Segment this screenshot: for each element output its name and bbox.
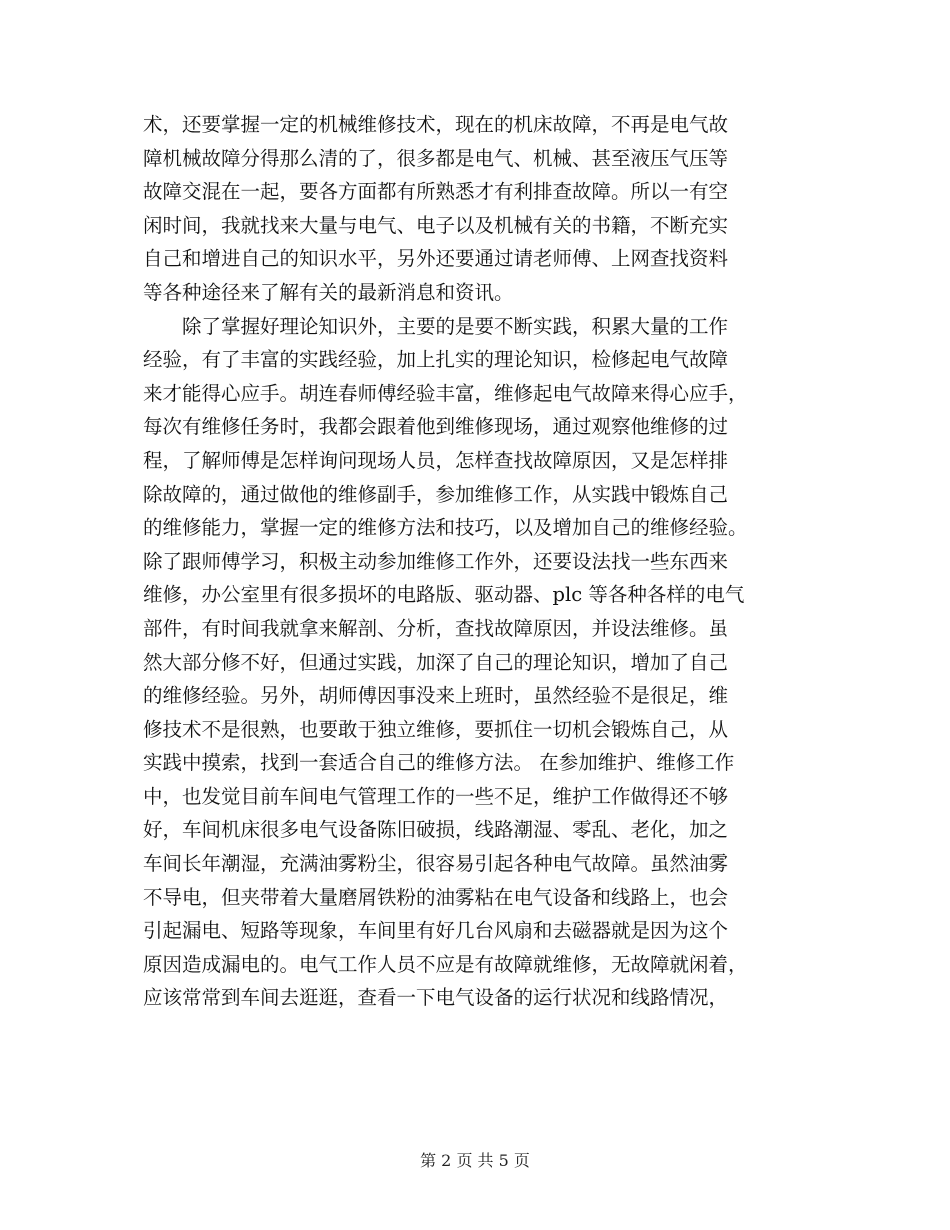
text-line: 中，也发觉目前车间电气管理工作的一些不足，维护工作做得还不够 (143, 784, 729, 808)
text-line: 实践中摸索，找到一套适合自己的维修方法。 在参加维护、维修工作 (143, 751, 735, 775)
text-line: 好，车间机床很多电气设备陈旧破损，线路潮湿、零乱、老化，加之 (143, 818, 729, 842)
text-line: 部件，有时间我就拿来解剖、分析，查找故障原因，并设法维修。虽 (143, 616, 729, 640)
text-line: 除了跟师傅学习，积极主动参加维修工作外，还要设法找一些东西来 (143, 549, 729, 573)
text-line: 的维修经验。另外，胡师傅因事没来上班时，虽然经验不是很足，维 (143, 684, 729, 708)
text-line: 来才能得心应手。胡连春师傅经验丰富，维修起电气故障来得心应手， (143, 381, 748, 405)
text-line: 的维修能力，掌握一定的维修方法和技巧，以及增加自己的维修经验。 (143, 516, 748, 540)
text-line: 术，还要掌握一定的机械维修技术，现在的机床故障，不再是电气故 (143, 113, 729, 136)
text-line: 故障交混在一起，要各方面都有所熟悉才有利排查故障。所以一有空 (143, 180, 729, 204)
text-line: 除故障的，通过做他的维修副手，参加维修工作，从实践中锻炼自己 (143, 482, 729, 506)
text-line: 维修，办公室里有很多损坏的电路版、驱动器、plc 等各种各样的电气 (143, 583, 745, 607)
text-line: 等各种途径来了解有关的最新消息和资讯。 (143, 280, 514, 304)
paragraph-first-line: 除了掌握好理论知识外，主要的是要不断实践，积累大量的工作 (182, 314, 729, 338)
text-line: 修技术不是很熟，也要敢于独立维修，要抓住一切机会锻炼自己，从 (143, 717, 729, 741)
document-body (143, 108, 811, 1015)
text-line: 自己和增进自己的知识水平，另外还要通过请老师傅、上网查找资料 (143, 247, 729, 271)
text-line: 闲时间，我就找来大量与电气、电子以及机械有关的书籍，不断充实 (143, 213, 729, 237)
text-line: 障机械故障分得那么清的了，很多都是电气、机械、甚至液压气压等 (143, 146, 729, 170)
text-line: 程，了解师傅是怎样询问现场人员，怎样查找故障原因，又是怎样排 (143, 448, 729, 472)
page-number-footer: 第 2 页 共 5 页 (420, 1151, 530, 1170)
text-line: 不导电，但夹带着大量磨屑铁粉的油雾粘在电气设备和线路上，也会 (143, 885, 729, 909)
text-line: 应该常常到车间去逛逛，查看一下电气设备的运行状况和线路情况， (143, 986, 729, 1010)
text-line: 经验，有了丰富的实践经验，加上扎实的理论知识，检修起电气故障 (143, 348, 729, 372)
text-line: 然大部分修不好，但通过实践，加深了自己的理论知识，增加了自己 (143, 650, 729, 674)
text-line: 每次有维修任务时，我都会跟着他到维修现场，通过观察他维修的过 (143, 415, 729, 439)
text-line: 车间长年潮湿，充满油雾粉尘，很容易引起各种电气故障。虽然油雾 (143, 852, 729, 876)
text-line: 原因造成漏电的。电气工作人员不应是有故障就维修，无故障就闲着， (143, 952, 748, 976)
text-line: 引起漏电、短路等现象，车间里有好几台风扇和去磁器就是因为这个 (143, 919, 729, 943)
